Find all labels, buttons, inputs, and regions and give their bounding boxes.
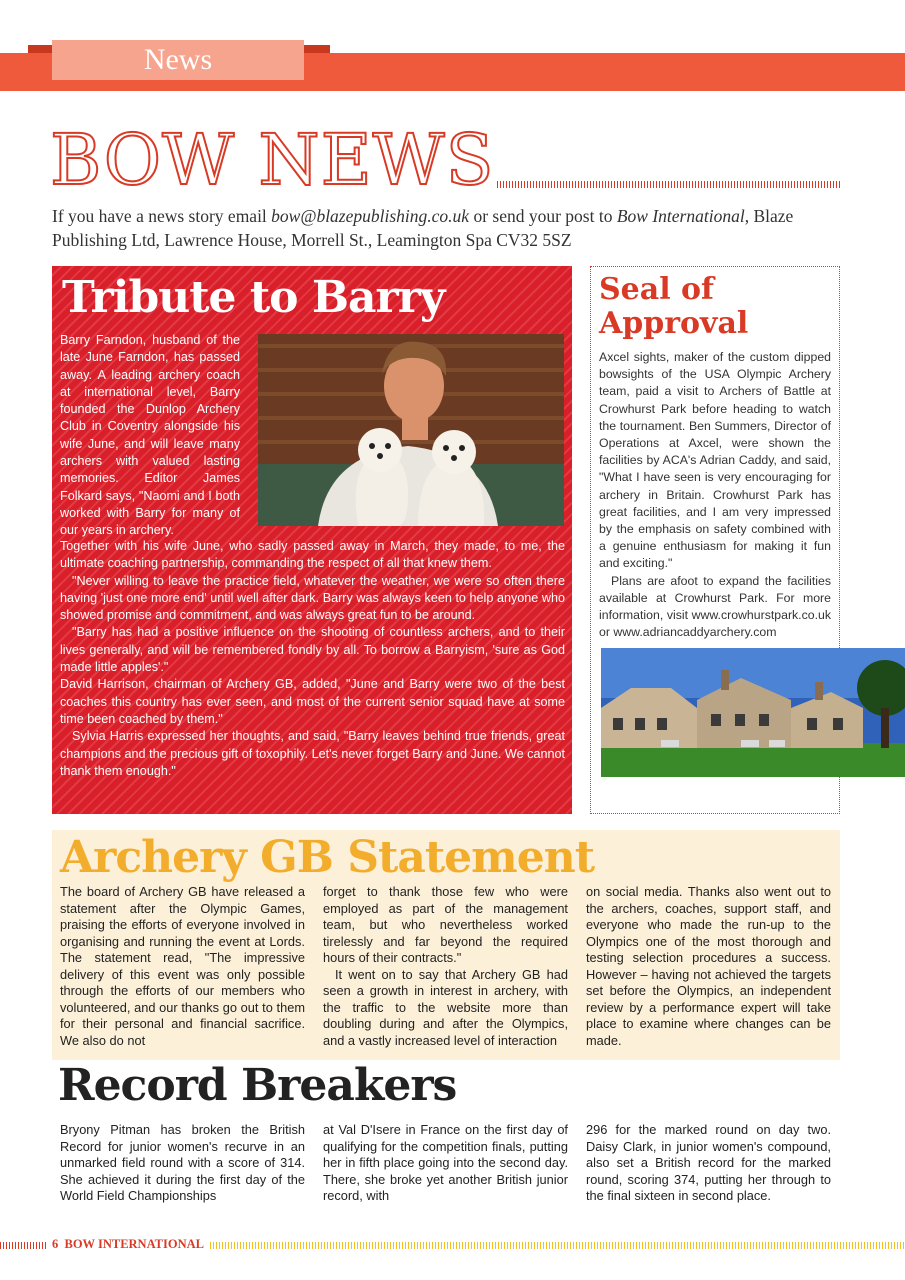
records-column-1: Bryony Pitman has broken the British Record for junior women's recurve in an unmarked field round with a score of 314. She achieved it during the first day of the World Field Championships	[60, 1122, 305, 1203]
crowhurst-park-photo	[601, 648, 905, 777]
seal-paragraph-2: Plans are afoot to expand the facilities available at Crowhurst Park. For more information, visit www.crowhurstpark.co.uk or www.adriancaddyarchery.com	[599, 573, 831, 640]
page-number: 6	[52, 1237, 59, 1251]
news-email-link[interactable]: bow@blazepublishing.co.uk	[271, 206, 470, 226]
tribute-paragraph-4: David Harrison, chairman of Archery GB, added, "June and Barry were two of the best coaches this country has ever seen, and most of the current senior squad have at some time been coached by them."	[60, 677, 565, 726]
submission-intro: If you have a news story email bow@blazepublishing.co.uk or send your post to Bow International, Blaze Publishing Ltd, Lawrence House, Morrell St., Leamington Spa CV32 5SZ	[52, 206, 794, 250]
barry-with-dogs-photo	[258, 334, 564, 526]
tribute-left-column	[60, 332, 240, 540]
page-footer	[52, 1237, 204, 1252]
barry-photo-illustration	[258, 334, 564, 526]
statement-column-3: on social media. Thanks also went out to the archers, coaches, support staff, and everyone who made the run-up to the Olympics one of the most thorough and testing selection procedures a success. However – having not achieved the targets set before the Olympics, an independent review by a performance expert will take place to examine where changes can be made.	[586, 884, 831, 1048]
records-column-3: 296 for the marked round on day two. Daisy Clark, in junior women's compound, also set a British record for the marked round, scoring 374, putting her through to the final sixteen in second place.	[586, 1122, 831, 1203]
tribute-paragraph-1b: Together with his wife June, who sadly passed away in March, they made, to me, the ultimate coaching partnership, commanding the respect of all that knew them.	[60, 539, 565, 571]
statement-column-1: The board of Archery GB have released a statement after the Olympic Games, praising the efforts of everyone involved in organising and running the event at Lords. The statement read, "The impressive delivery of this event was only possible through the efforts of our members who volunteered, and our thanks go out to them for their personal and financial sacrifice. We also do not	[60, 884, 305, 1048]
records-column-2: at Val D'Isere in France on the first day of qualifying for the competition finals, putting her in fifth place going into the second day. There, she broke yet another British junior record, with	[323, 1122, 568, 1203]
tribute-paragraph-5: Sylvia Harris expressed her thoughts, and said, "Barry leaves behind true friends, great champions and the precious gift of toxophily. Let's never forget Barry and June. We cannot thank them enough."	[60, 729, 565, 778]
statement-column-2a: forget to thank those few who were employed as part of the management team, but who nevertheless worked tirelessly and far beyond the required hours of their contracts."	[323, 884, 568, 965]
title-dotted-rule	[497, 181, 842, 188]
footer-rule-left	[0, 1242, 46, 1249]
section-tab: News	[52, 40, 304, 80]
tribute-paragraph-1: Barry Farndon, husband of the late June Farndon, has passed away. A leading archery coach at international level, Barry founded the Dunlop Archery Club in Coventry alongside his wife June, and will leave many archers with valued lasting memories. Editor James Folkard says, "Naomi and I both worked with Barry for many of our years in archery.	[60, 333, 240, 538]
tribute-paragraph-3: "Barry has had a positive influence on the shooting of countless archers, and to their lives generally, and will be remembered fondly by all. To borrow a Barryism, 'sure as God made little apples'."	[60, 625, 565, 675]
tribute-heading: Tribute to Barry	[62, 272, 445, 323]
tribute-paragraph-2: "Never willing to leave the practice field, whatever the weather, we were so often there having 'just one more end' until well after dark. Barry was always keen to help anyone who showed promise and commitment, and was always great fun to be around.	[60, 573, 565, 623]
footer-publication: BOW INTERNATIONAL	[64, 1237, 204, 1251]
tribute-article	[52, 266, 572, 814]
footer-rule-right	[210, 1242, 905, 1249]
page-title: BOW NEWS	[50, 119, 495, 201]
statement-heading: Archery GB Statement	[60, 832, 595, 883]
records-heading: Record Breakers	[58, 1060, 457, 1111]
statement-column-2b: It went on to say that Archery GB had seen a growth in interest in archery, with the traffic to the website more than doubling during and after the Olympics, and a vastly increased level of interaction	[323, 966, 568, 1048]
tribute-body	[60, 538, 565, 780]
seal-body	[599, 349, 831, 641]
seal-paragraph-1: Axcel sights, maker of the custom dipped bowsights of the USA Olympic Archery team, paid a visit to Archers of Battle at Crowhurst Park before heading to watch the tournament. Ben Summers, Director of Operations at Axcel, were shown the facilities by ACA's Adrian Caddy, and said, "What I have seen is very encouraging for archery in Britain. Crowhurst Park has great facilities, and I am very impressed by the emphasis on safety combined with a genuine enthusiasm for making it fun and exciting."	[599, 350, 831, 571]
crowhurst-photo-illustration	[601, 648, 905, 777]
statement-column-2	[323, 884, 568, 1049]
publication-name: Bow International	[616, 206, 745, 226]
seal-heading: Seal of Approval	[599, 272, 749, 341]
